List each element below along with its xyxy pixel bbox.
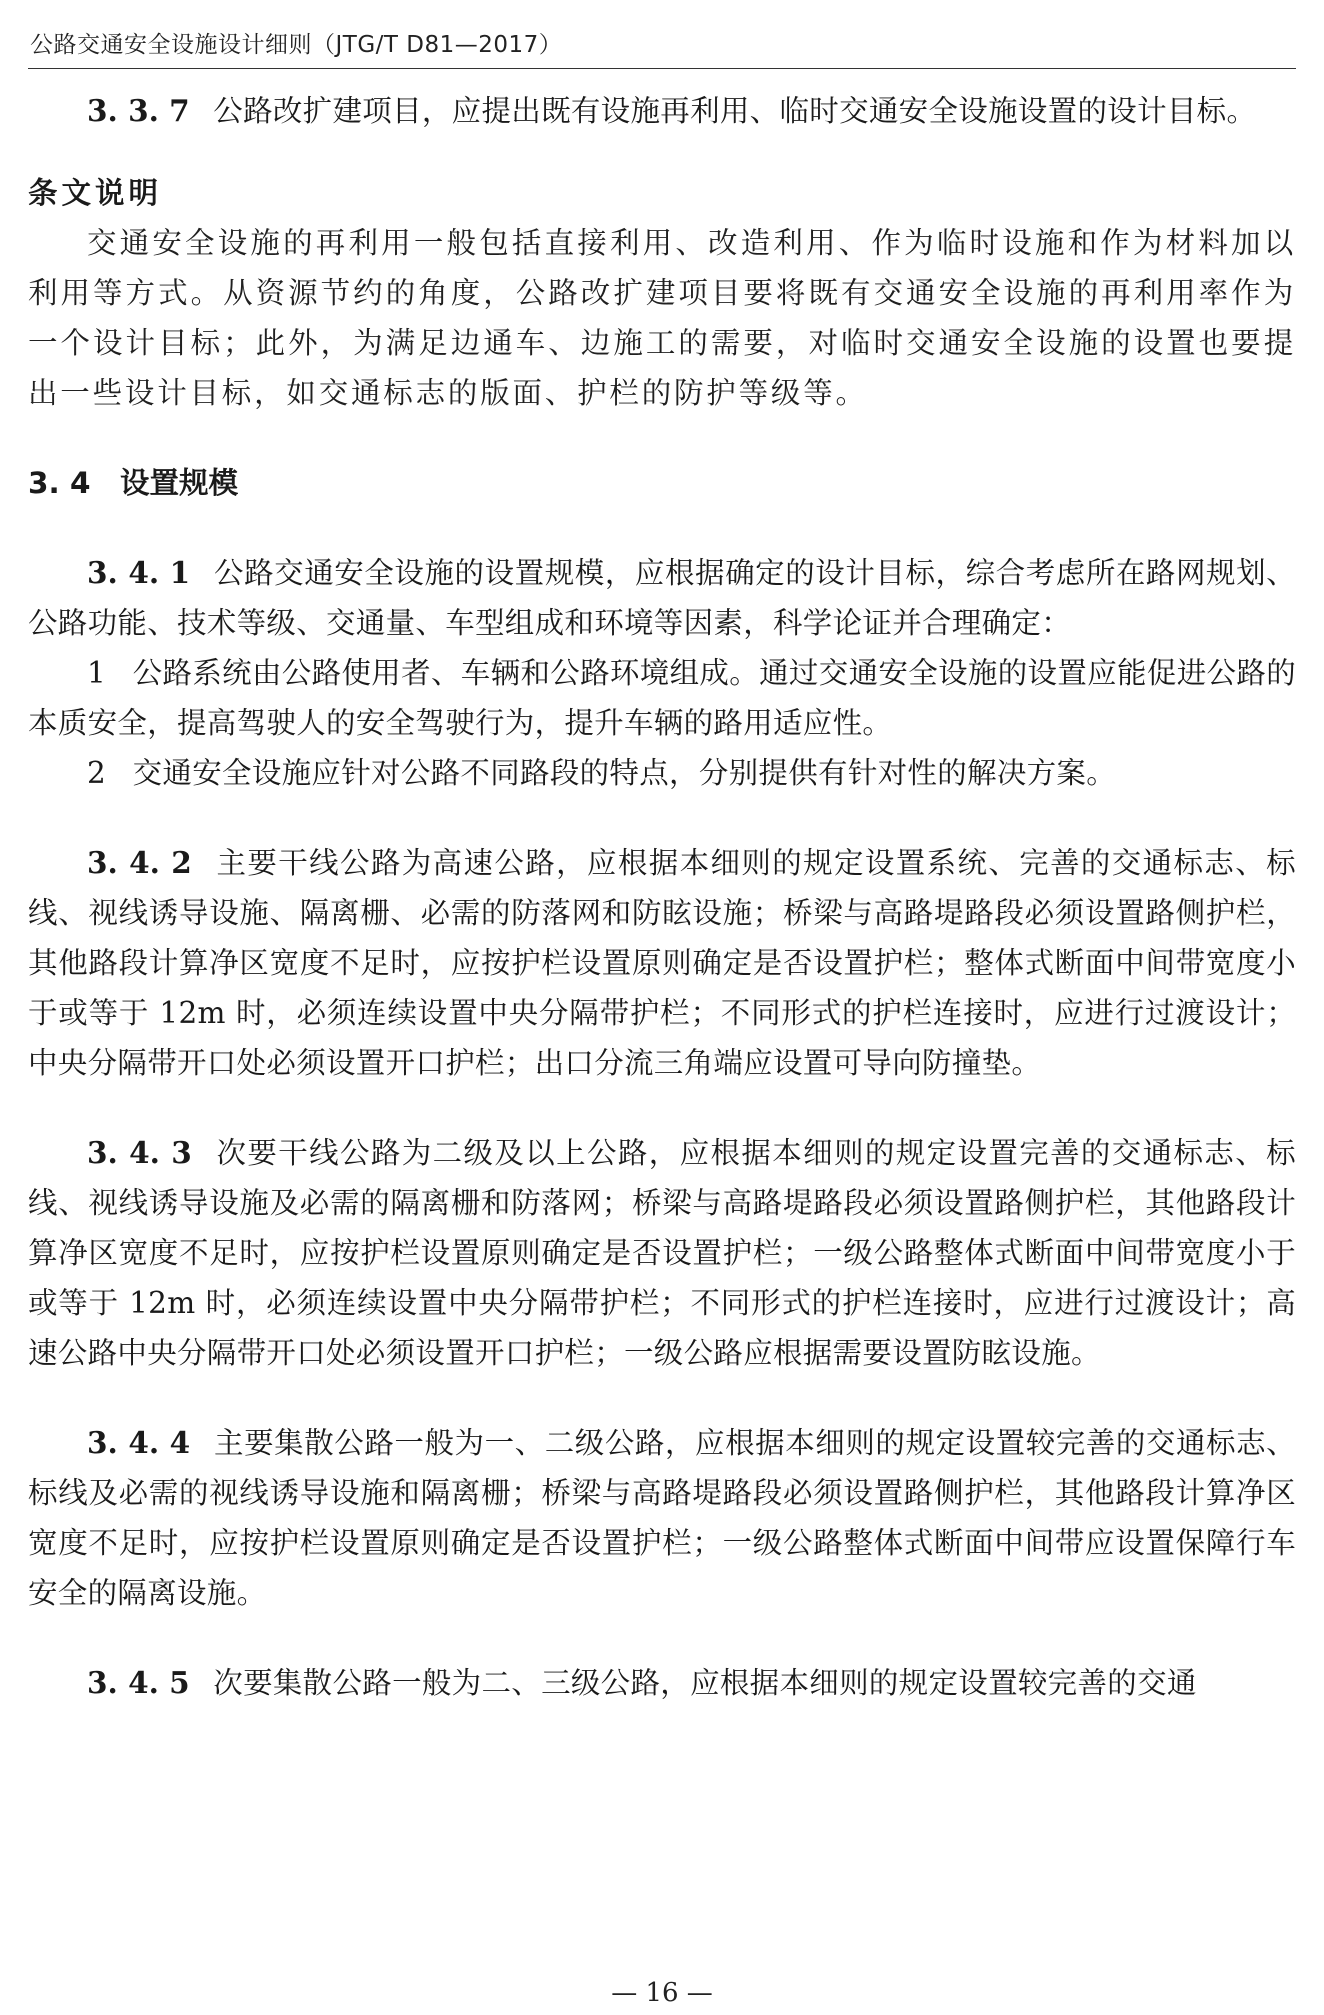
clause-text: 次要干线公路为二级及以上公路，应根据本细则的规定设置完善的交通标志、标线、视线诱导设施及必需的隔离栅和防落网；桥梁与高路堤路段必须设置路侧护栏，其他路段计算净区宽度不足时，应按护栏设置原则确定是否设置护栏；一级公路整体式断面中间带宽度小于或等于 12m 时，必须连续设置中央分隔带护栏；不同形式的护栏连接时，应进行过渡设计；高速公路中央分隔带开口处必须设置开口护栏；一级公路应根据需要设置防眩设施。	[28, 1136, 1296, 1370]
running-header: 公路交通安全设施设计细则（JTG/T D81—2017）	[30, 32, 563, 58]
note-body: 交通安全设施的再利用一般包括直接利用、改造利用、作为临时设施和作为材料加以利用等方式。从资源节约的角度，公路改扩建项目要将既有交通安全设施的再利用率作为一个设计目标；此外，为满足边通车、边施工的需要，对临时交通安全设施的设置也要提出一些设计目标，如交通标志的版面、护栏的防护等级等。	[28, 226, 1296, 410]
clause-text: 主要集散公路一般为一、二级公路，应根据本细则的规定设置较完善的交通标志、标线及必需的视线诱导设施和隔离栅；桥梁与高路堤路段必须设置路侧护栏，其他路段计算净区宽度不足时，应按护栏设置原则确定是否设置护栏；一级公路整体式断面中间带应设置保障行车安全的隔离设施。	[28, 1426, 1296, 1610]
clause-text: 主要干线公路为高速公路，应根据本细则的规定设置系统、完善的交通标志、标线、视线诱导设施、隔离栅、必需的防落网和防眩设施；桥梁与高路堤路段必须设置路侧护栏，其他路段计算净区宽度不足时，应按护栏设置原则确定是否设置护栏；整体式断面中间带宽度小于或等于 12m 时，必须连续设置中央分隔带护栏；不同形式的护栏连接时，应进行过渡设计；中央分隔带开口处必须设置开口护栏；出口分流三角端应设置可导向防撞垫。	[28, 846, 1296, 1080]
page-content	[28, 86, 1296, 1708]
list-item-text: 交通安全设施应针对公路不同路段的特点，分别提供有针对性的解决方案。	[132, 756, 1117, 790]
clause-number: 3. 3. 7	[87, 93, 190, 128]
section-number: 3. 4	[28, 466, 91, 500]
clause-3-4-5	[28, 1658, 1296, 1708]
clause-text: 公路交通安全设施的设置规模，应根据确定的设计目标，综合考虑所在路网规划、公路功能、技术等级、交通量、车型组成和环境等因素，科学论证并合理确定：	[28, 556, 1296, 640]
clause-3-4-1	[28, 548, 1296, 648]
header-rule	[28, 68, 1296, 69]
page-number: — 16 —	[611, 1978, 713, 2008]
section-title: 设置规模	[120, 466, 239, 500]
list-item	[28, 748, 1296, 798]
clause-3-4-4	[28, 1418, 1296, 1618]
clause-3-3-7	[28, 86, 1296, 136]
clause-3-4-3	[28, 1128, 1296, 1378]
note-title: 条文说明	[28, 176, 163, 210]
clause-number: 3. 4. 5	[87, 1665, 190, 1700]
list-item-number: 1	[87, 656, 107, 690]
clause-text: 公路改扩建项目，应提出既有设施再利用、临时交通安全设施设置的设计目标。	[213, 94, 1257, 128]
clause-number: 3. 4. 2	[87, 845, 192, 880]
list-item-number: 2	[87, 756, 107, 790]
clause-number: 3. 4. 3	[87, 1135, 192, 1170]
clause-3-4-2	[28, 838, 1296, 1088]
clause-number: 3. 4. 4	[87, 1425, 191, 1460]
clause-text: 次要集散公路一般为二、三级公路，应根据本细则的规定设置较完善的交通	[213, 1666, 1197, 1700]
section-heading-3-4	[28, 458, 1296, 508]
list-item	[28, 648, 1296, 748]
clause-number: 3. 4. 1	[87, 555, 191, 590]
list-item-text: 公路系统由公路使用者、车辆和公路环境组成。通过交通安全设施的设置应能促进公路的本质安全，提高驾驶人的安全驾驶行为，提升车辆的路用适应性。	[28, 656, 1296, 740]
